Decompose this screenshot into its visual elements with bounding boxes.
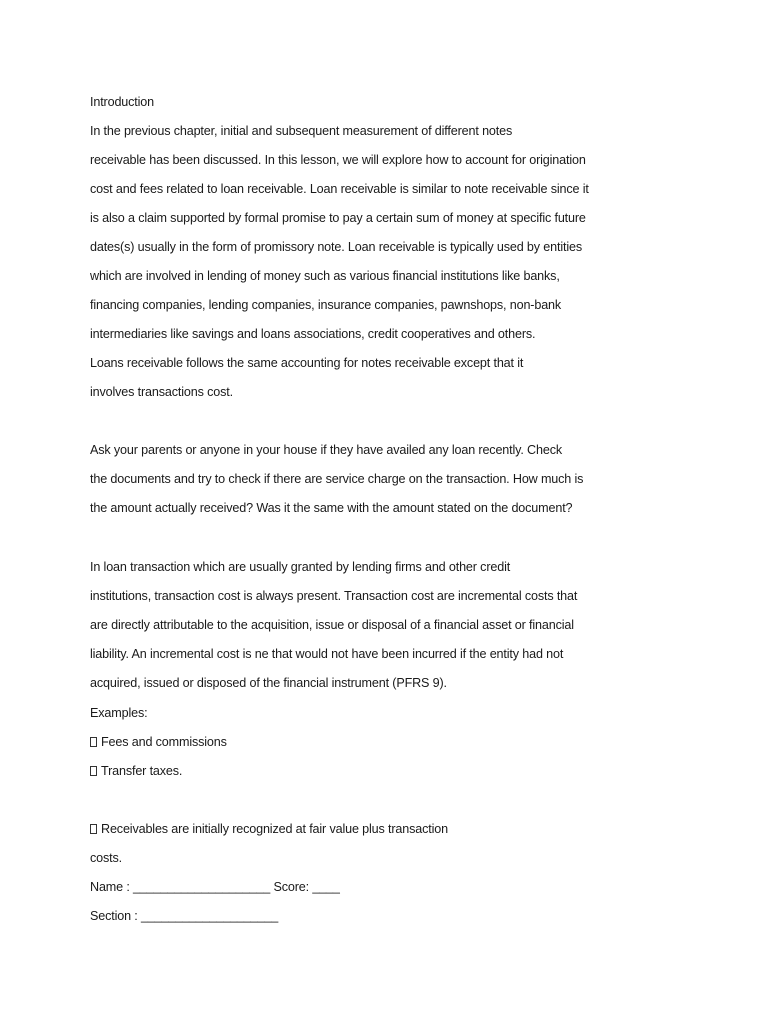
paragraph-line: Ask your parents or anyone in your house if they have availed any loan recently. Check (90, 443, 563, 457)
paragraph-line: the documents and try to check if there are service charge on the transaction. How much is (90, 472, 584, 486)
paragraph-line: financing companies, lending companies, insurance companies, pawnshops, non-bank (90, 298, 562, 312)
paragraph-line: liability. An incremental cost is ne that would not have been incurred if the entity had not (90, 647, 564, 661)
intro-heading: Introduction (90, 95, 155, 109)
paragraph-line: receivable has been discussed. In this lesson, we will explore how to account for origination (90, 153, 586, 167)
paragraph-line: In the previous chapter, initial and subsequent measurement of different notes (90, 124, 513, 138)
section-line: Section : ____________________ (90, 909, 279, 923)
bullet-box-icon (90, 824, 97, 834)
paragraph-line: institutions, transaction cost is always present. Transaction cost are incremental costs that (90, 589, 578, 603)
bullet-box-icon (90, 737, 97, 747)
paragraph-line: involves transactions cost. (90, 385, 233, 399)
note-text: Receivables are initially recognized at fair value plus transaction (101, 822, 448, 836)
paragraph-line: is also a claim supported by formal promise to pay a certain sum of money at specific future (90, 211, 586, 225)
paragraph-line: In loan transaction which are usually granted by lending firms and other credit (90, 560, 511, 574)
paragraph-line: cost and fees related to loan receivable. Loan receivable is similar to note receivable since it (90, 182, 589, 196)
paragraph-line: are directly attributable to the acquisition, issue or disposal of a financial asset or financial (90, 618, 574, 632)
example-item (90, 734, 227, 750)
note-continuation: costs. (90, 851, 122, 865)
paragraph-line: Loans receivable follows the same accounting for notes receivable except that it (90, 356, 524, 370)
name-score-line: Name : ____________________ Score: ____ (90, 880, 340, 894)
paragraph-line: intermediaries like savings and loans associations, credit cooperatives and others. (90, 327, 536, 341)
paragraph-line: which are involved in lending of money such as various financial institutions like banks, (90, 269, 560, 283)
examples-label: Examples: (90, 706, 148, 720)
paragraph-line: acquired, issued or disposed of the financial instrument (PFRS 9). (90, 676, 447, 690)
note-item (90, 821, 448, 837)
bullet-box-icon (90, 766, 97, 776)
paragraph-line: dates(s) usually in the form of promissory note. Loan receivable is typically used by entities (90, 240, 582, 254)
example-item (90, 763, 182, 779)
paragraph-line: the amount actually received? Was it the same with the amount stated on the document? (90, 501, 573, 515)
example-text: Transfer taxes. (101, 764, 183, 778)
example-text: Fees and commissions (101, 735, 227, 749)
